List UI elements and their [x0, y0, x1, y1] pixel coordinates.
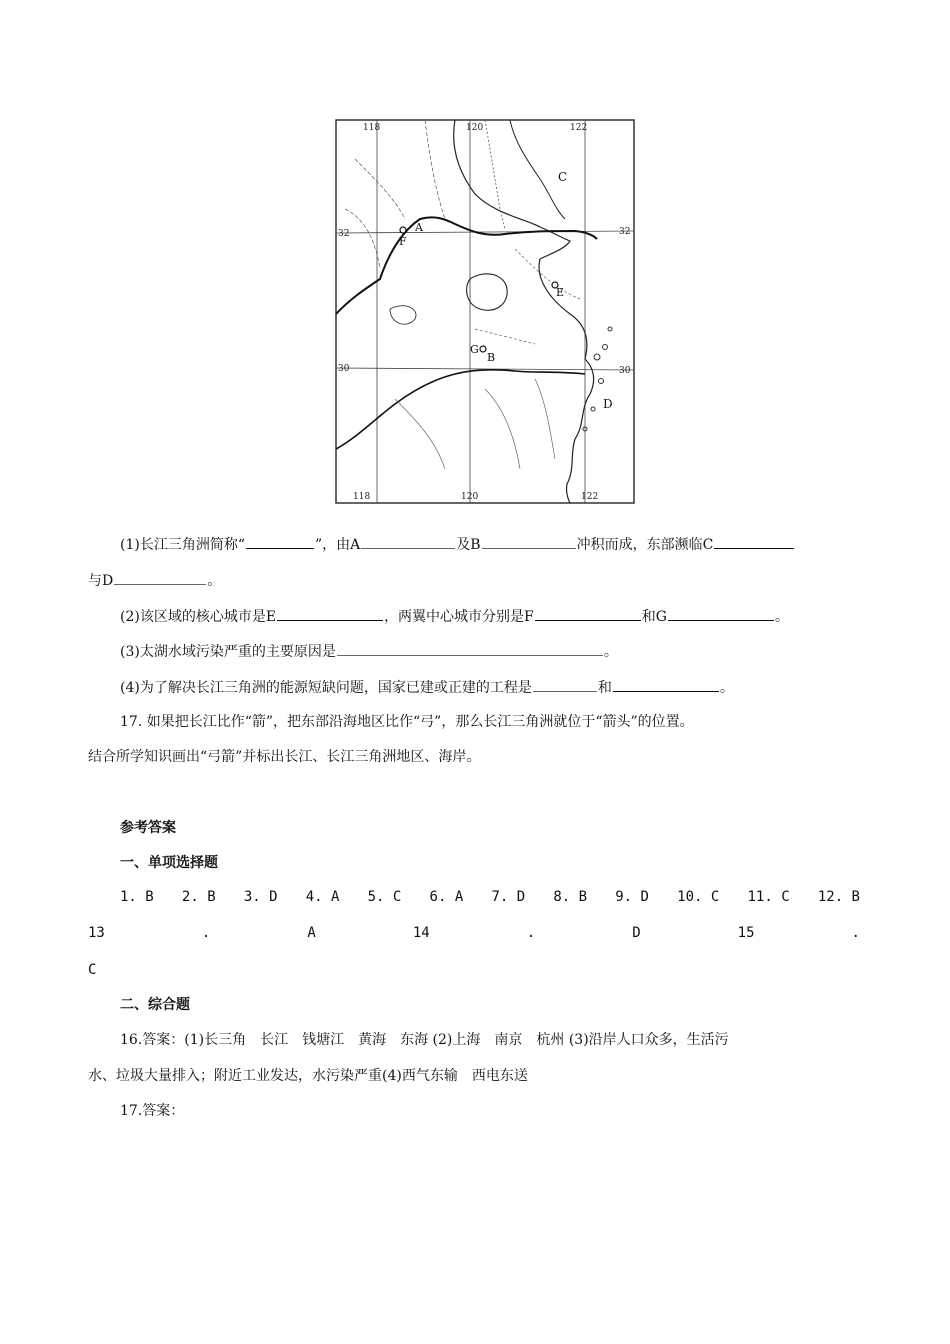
lat-label: 32 [338, 229, 350, 239]
blank[interactable] [533, 676, 597, 692]
q16-part4: (4)为了解决长江三角洲的能源短缺问题，国家已建或正建的工程是 和 。 [120, 676, 734, 698]
yangtze-delta-map [335, 119, 635, 504]
answer-item: 7. D [491, 889, 526, 905]
blank[interactable] [714, 533, 794, 549]
blank[interactable] [277, 605, 383, 621]
map-letter-c: C [558, 170, 568, 184]
q17-line1: 17. 如果把长江比作“箭”，把东部沿海地区比作“弓”，那么长江三角洲就位于“箭头”的位置。 [120, 714, 694, 730]
q16-part1-line2: 与D 。 [88, 569, 221, 591]
answer-item: 1. B [120, 889, 154, 905]
answer-item: 10. C [677, 889, 720, 905]
blank[interactable] [535, 605, 641, 621]
map-letter-f: F [399, 235, 407, 248]
blank[interactable] [337, 640, 603, 656]
answer-item: 13 [88, 925, 105, 941]
lat-label: 32 [619, 227, 631, 237]
answer-item: 12. B [817, 889, 860, 905]
map-letter-b: B [487, 351, 496, 364]
lon-label: 122 [570, 123, 588, 133]
answer-item: 11. C [747, 889, 790, 905]
answer-item: 14 [412, 925, 430, 941]
blank[interactable] [668, 605, 774, 621]
lon-label: 118 [353, 492, 371, 502]
answer-item: 5. C [367, 889, 402, 905]
answers-title: 参考答案 [120, 820, 176, 836]
lat-label: 30 [619, 366, 631, 376]
answer-item: . [526, 925, 536, 941]
blank[interactable] [114, 569, 206, 585]
answer-item: 9. D [615, 889, 649, 905]
answer-item: 2. B [181, 889, 216, 905]
lat-label: 30 [338, 364, 350, 374]
answer-item: 4. A [305, 889, 340, 905]
answers-row1 [120, 889, 860, 905]
blank[interactable] [613, 676, 719, 692]
q17-line2: 结合所学知识画出“弓箭”并标出长江、长江三角洲地区、海岸。 [88, 749, 481, 765]
lon-label: 118 [363, 123, 381, 133]
q16-part3: (3)太湖水域污染严重的主要原因是 。 [120, 640, 618, 662]
answers-row2 [88, 925, 860, 941]
lon-label: 120 [466, 123, 484, 133]
answer-item: A [307, 925, 316, 941]
map-letter-g: G [470, 343, 479, 356]
answer-item: 8. B [553, 889, 588, 905]
lon-label: 122 [581, 492, 599, 502]
answer-item: D [632, 925, 641, 941]
blank[interactable] [482, 533, 576, 549]
q16-part1-line1: (1)长江三角洲简称“ ”，由A 及B 冲积而成，东部濒临C [120, 533, 795, 555]
answer-item: . [201, 925, 211, 941]
answer17: 17.答案： [120, 1103, 185, 1119]
answer16-line2: 水、垃圾大量排入；附近工业发达，水污染严重(4)西气东输 西电东送 [88, 1068, 528, 1084]
section1-heading: 一、单项选择题 [120, 855, 218, 871]
map-letter-a: A [415, 221, 423, 234]
answer-item: 6. A [429, 889, 464, 905]
answer-item: . [851, 925, 860, 941]
answer16-line1: 16.答案：(1)长三角 长江 钱塘江 黄海 东海 (2)上海 南京 杭州 (3)沿岸人口众多，生活污 [120, 1032, 729, 1048]
lon-label: 120 [461, 492, 479, 502]
answer-item: 3. D [243, 889, 278, 905]
map-letter-e: E [556, 286, 565, 299]
section2-heading: 二、综合题 [120, 997, 190, 1013]
q16-part2: (2)该区域的核心城市是E ，两翼中心城市分别是F 和G 。 [120, 605, 789, 627]
answer-item: 15 [737, 925, 755, 941]
map-letter-d: D [603, 397, 613, 411]
blank[interactable] [361, 533, 455, 549]
blank[interactable] [246, 533, 314, 549]
answers-row3: C [88, 962, 97, 978]
